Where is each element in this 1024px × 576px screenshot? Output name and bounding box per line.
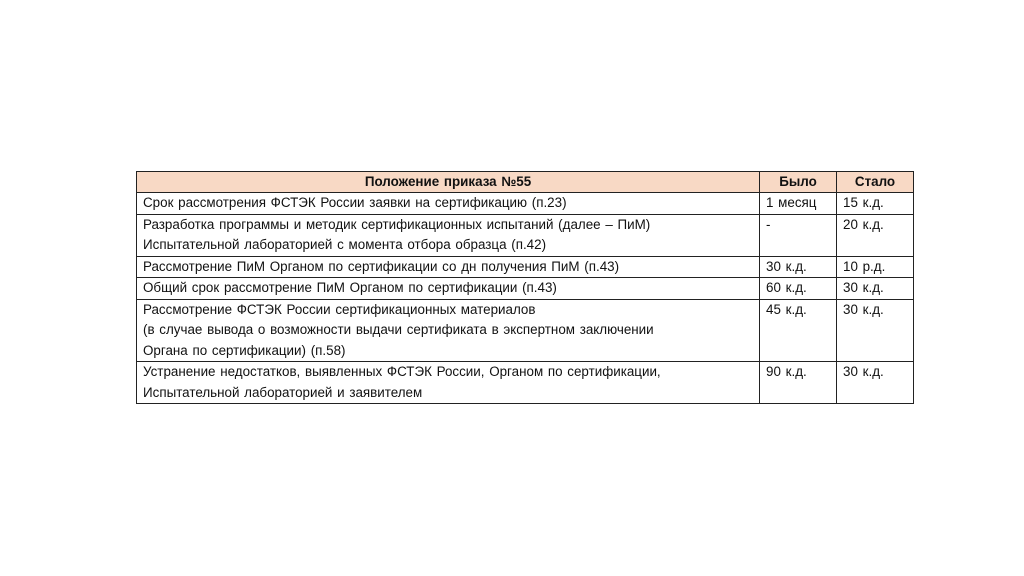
before-cell: 90 к.д. bbox=[760, 362, 837, 404]
before-cell: 60 к.д. bbox=[760, 278, 837, 300]
table-row bbox=[137, 256, 914, 278]
provision-line: Разработка программы и методик сертификационных испытаний (далее – ПиМ) bbox=[143, 216, 651, 232]
provision-line: Рассмотрение ПиМ Органом по сертификации со дн получения ПиМ (п.43) bbox=[143, 258, 620, 274]
provision-cell bbox=[137, 256, 760, 278]
after-cell: 30 к.д. bbox=[837, 299, 914, 362]
provision-cell bbox=[137, 214, 760, 256]
after-cell: 30 к.д. bbox=[837, 362, 914, 404]
provision-line: (в случае вывода о возможности выдачи сертификата в экспертном заключении bbox=[143, 322, 654, 337]
header-provision: Положение приказа №55 bbox=[137, 172, 760, 193]
header-after: Стало bbox=[837, 172, 914, 193]
table-row bbox=[137, 193, 914, 215]
before-cell: 1 месяц bbox=[760, 193, 837, 215]
provision-line: Испытательной лабораторией и заявителем bbox=[143, 384, 423, 400]
after-cell: 30 к.д. bbox=[837, 278, 914, 300]
before-cell: 45 к.д. bbox=[760, 299, 837, 362]
provision-line: Органа по сертификации) (п.58) bbox=[143, 342, 346, 358]
after-cell: 10 р.д. bbox=[837, 256, 914, 278]
before-cell: 30 к.д. bbox=[760, 256, 837, 278]
provision-line: Общий срок рассмотрение ПиМ Органом по сертификации (п.43) bbox=[143, 280, 557, 295]
provision-cell bbox=[137, 362, 760, 404]
provision-cell bbox=[137, 278, 760, 300]
provision-cell bbox=[137, 193, 760, 215]
provision-cell bbox=[137, 299, 760, 362]
provision-line: Испытательной лабораторией с момента отбора образца (п.42) bbox=[143, 237, 547, 252]
provision-line: Срок рассмотрения ФСТЭК России заявки на сертификацию (п.23) bbox=[143, 195, 567, 210]
table-row bbox=[137, 278, 914, 300]
before-cell: - bbox=[760, 214, 837, 256]
table-row bbox=[137, 214, 914, 256]
comparison-table bbox=[136, 171, 914, 404]
after-cell: 15 к.д. bbox=[837, 193, 914, 215]
table-header-row bbox=[137, 172, 914, 193]
provision-line: Устранение недостатков, выявленных ФСТЭК России, Органом по сертификации, bbox=[143, 364, 661, 379]
provision-line: Рассмотрение ФСТЭК России сертификационных материалов bbox=[143, 301, 536, 317]
table-row bbox=[137, 299, 914, 362]
table-row bbox=[137, 362, 914, 404]
header-before: Было bbox=[760, 172, 837, 193]
after-cell: 20 к.д. bbox=[837, 214, 914, 256]
